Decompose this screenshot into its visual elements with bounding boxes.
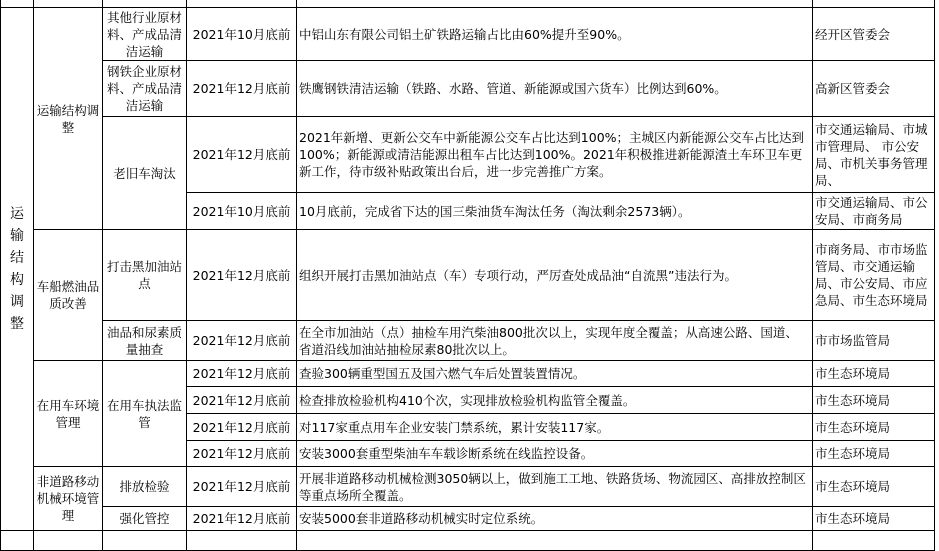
department-cell: 市市场监管局 (813, 321, 935, 361)
department-cell: 市生态环境局 (813, 441, 935, 467)
task-cell: 检查排放检验机构410个次，实现排放检验机构监管全覆盖。 (297, 387, 813, 414)
group-cell: 运输结构调整 (34, 8, 103, 230)
task-cell: 中铝山东有限公司铝土矿铁路运输占比由60%提升至90%。 (297, 8, 813, 61)
subgroup-cell: 在用车执法监管 (103, 361, 187, 467)
group-cell: 非道路移动机械环境管理 (34, 467, 103, 531)
task-cell: 铁鹰钢铁清洁运输（铁路、水路、管道、新能源或国六货车）比例达到60%。 (297, 61, 813, 117)
deadline-cell: 2021年12月底前 (187, 467, 297, 507)
department-cell: 市生态环境局 (813, 414, 935, 441)
task-cell: 对117家重点用车企业安装门禁系统，累计安装117家。 (297, 414, 813, 441)
task-cell: 组织开展打击黑加油站点（车）专项行动，严厉查处成品油“自流黑”违法行为。 (297, 230, 813, 321)
task-cell: 查验300辆重型国五及国六燃气车后处置装置情况。 (297, 361, 813, 387)
category-cell: 运输结构调整 (1, 8, 34, 531)
department-cell: 市生态环境局 (813, 467, 935, 507)
task-cell: 开展非道路移动机械检测3050辆以上，做到施工工地、铁路货场、物流园区、高排放控制区等重点场所全覆盖。 (297, 467, 813, 507)
deadline-cell: 2021年12月底前 (187, 361, 297, 387)
task-cell: 2021年新增、更新公交车中新能源公交车占比达到100%；主城区内新能源公交车占比达到100%；新能源或清洁能源出租车占比达到100%。2021年积极推进新能源渣土车环卫车更新工作，待市级补贴政策出台后，进一步完善推广方案。 (297, 117, 813, 193)
table-row (1, 8, 935, 61)
department-cell: 市交通运输局、市城市管理局、 市公安局、市机关事务管理局、 (813, 117, 935, 193)
deadline-cell: 2021年12月底前 (187, 387, 297, 414)
deadline-cell: 2021年12月底前 (187, 117, 297, 193)
subgroup-cell: 其他行业原材料、产成品清洁运输 (103, 8, 187, 61)
table-row-partial-top (1, 0, 935, 8)
department-cell: 市交通运输局、市公安局、市商务局 (813, 193, 935, 230)
table-row (1, 230, 935, 321)
deadline-cell: 2021年10月底前 (187, 193, 297, 230)
deadline-cell: 2021年12月底前 (187, 441, 297, 467)
deadline-cell: 2021年12月底前 (187, 230, 297, 321)
task-cell: 在全市加油站（点）抽检车用汽柴油800批次以上，实现年度全覆盖；从高速公路、国道、省道沿线加油站抽检尿素80批次以上。 (297, 321, 813, 361)
table-row (1, 117, 935, 193)
subgroup-cell: 钢铁企业原材料、产成品清洁运输 (103, 61, 187, 117)
task-cell: 安装5000套非道路移动机械实时定位系统。 (297, 507, 813, 531)
subgroup-cell: 强化管控 (103, 507, 187, 531)
department-cell: 市商务局、市市场监管局、市交通运输局、市公安局、市应急局、市生态环境局 (813, 230, 935, 321)
subgroup-cell: 老旧车淘汰 (103, 117, 187, 230)
group-cell: 在用车环境管理 (34, 361, 103, 467)
subgroup-cell: 油品和尿素质量抽查 (103, 321, 187, 361)
department-cell: 市生态环境局 (813, 507, 935, 531)
deadline-cell: 2021年12月底前 (187, 414, 297, 441)
table-row (1, 321, 935, 361)
deadline-cell: 2021年12月底前 (187, 507, 297, 531)
department-cell: 市生态环境局 (813, 387, 935, 414)
table-row (1, 61, 935, 117)
department-cell: 市生态环境局 (813, 361, 935, 387)
task-cell: 安装3000套重型柴油车车载诊断系统在线监控设备。 (297, 441, 813, 467)
table-row (1, 361, 935, 387)
task-cell: 10月底前，完成省下达的国三柴油货车淘汰任务（淘汰剩余2573辆）。 (297, 193, 813, 230)
deadline-cell: 2021年12月底前 (187, 321, 297, 361)
deadline-cell: 2021年12月底前 (187, 61, 297, 117)
deadline-cell: 2021年10月底前 (187, 8, 297, 61)
department-cell: 经开区管委会 (813, 8, 935, 61)
department-cell: 高新区管委会 (813, 61, 935, 117)
table-row (1, 507, 935, 531)
table-row (1, 467, 935, 507)
subgroup-cell: 排放检验 (103, 467, 187, 507)
subgroup-cell: 打击黑加油站点 (103, 230, 187, 321)
group-cell: 车船燃油品质改善 (34, 230, 103, 361)
